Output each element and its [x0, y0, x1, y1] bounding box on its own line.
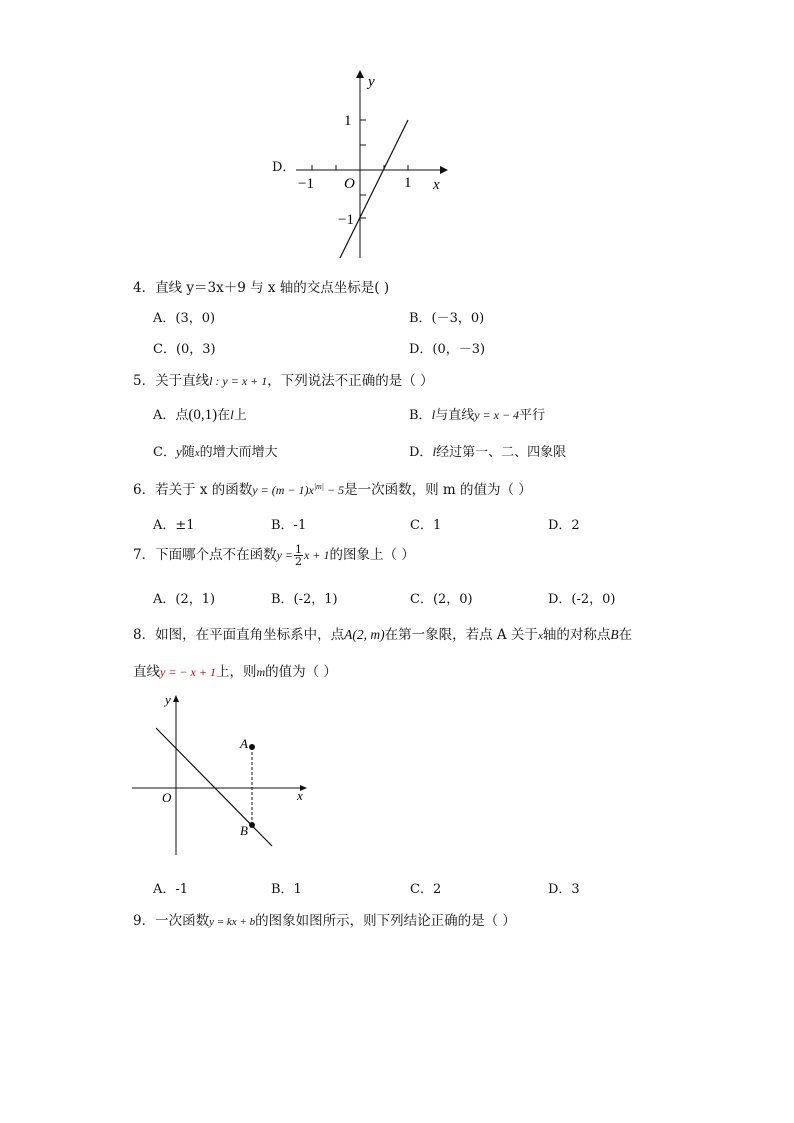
q5-c-post: 的增大而增大: [199, 445, 278, 460]
q7-suffix: 的图象上（ ）: [329, 547, 415, 563]
y-axis-label: y: [368, 74, 375, 90]
q8-line2-post: 的值为（ ）: [265, 664, 337, 680]
q5-line-equation: l : y = x + 1: [209, 374, 268, 388]
q5-b-equation: y = x − 4: [474, 408, 520, 422]
line-graph-d: [290, 66, 450, 266]
q6-fn-a: y = (m − 1)x: [252, 483, 314, 497]
q7-prefix: 7．下面哪个点不在函数: [133, 547, 277, 563]
question-6-option-b: B．-1: [271, 518, 307, 533]
q6-prefix: 6．若关于 x 的函数: [133, 482, 253, 498]
q8-m-var: m: [256, 665, 266, 679]
question-6-stem: [133, 478, 532, 498]
question-7-option-c: C．(2，0): [410, 592, 473, 607]
question-5-option-c: [153, 441, 278, 460]
q8-point-a-dot: [249, 744, 255, 750]
question-7-option-b: B．(-2，1): [271, 592, 338, 607]
origin-label: O: [344, 176, 355, 192]
q7-frac-numerator: 1: [295, 543, 303, 556]
q8-b-label: B: [240, 823, 248, 838]
q8-line2-mid: 上，则: [215, 664, 257, 680]
q5-d-pre: D．: [409, 445, 433, 460]
question-9-stem: [133, 909, 516, 929]
q6-function: [252, 483, 344, 497]
x-tick-label-pos: 1: [404, 175, 412, 191]
q5-a-point: (0,1): [188, 407, 218, 423]
question-6-option-c: C．1: [410, 518, 442, 533]
q5-c-pre: C．: [153, 445, 176, 460]
q8-origin-label: O: [162, 790, 172, 805]
q5-a-post: 上: [233, 408, 247, 423]
x-tick-label-neg: −1: [298, 176, 314, 192]
q8-point-b: B: [610, 627, 619, 642]
question-8-option-a: A．-1: [153, 882, 189, 897]
q8-x-var: x: [537, 630, 543, 642]
question-4-option-a: A．(3，0): [153, 311, 216, 326]
y-tick-label-neg: −1: [338, 212, 354, 228]
question-4-stem: 4．直线 y＝3x＋9 与 x 轴的交点坐标是( ): [133, 280, 390, 296]
q8-point-a: A(2, m): [344, 627, 385, 642]
x-axis-label: x: [433, 177, 440, 193]
question-8-option-b: B．1: [271, 882, 302, 897]
q6-fn-b: − 5: [324, 483, 345, 497]
q5-prefix: 5．关于直线: [133, 373, 210, 389]
q5-b-pre: B．: [409, 408, 432, 423]
q6-fn-exponent: |m|: [313, 482, 324, 491]
q8-line1-pre: 8．如图，在平面直角坐标系中，点: [133, 627, 345, 643]
question-4-option-d: D．(0，－3): [409, 342, 486, 357]
q9-suffix: 的图象如图所示，则下列结论正确的是（ ）: [255, 913, 516, 929]
q8-y-axis-arrow: [173, 695, 179, 702]
option-d-label: D．: [272, 160, 296, 175]
q5-a-l: l: [230, 407, 234, 422]
question-5-option-b: [409, 404, 545, 423]
question-6-option-a: A．±1: [153, 518, 195, 533]
y-tick-label-pos: 1: [344, 113, 352, 129]
question-4-option-b: B．(－3，0): [409, 311, 485, 326]
q9-function: y = kx + b: [209, 916, 256, 928]
q5-b-mid: 与直线: [435, 408, 475, 423]
q5-suffix: ，下列说法不正确的是（ ）: [267, 373, 434, 389]
question-8-stem-line1: [133, 623, 632, 643]
question-8-stem-line2: [133, 660, 337, 680]
q7-frac-denominator: 2: [295, 555, 303, 568]
q8-line1-mid: 在第一象限，若点 A 关于: [384, 627, 538, 643]
q8-point-b-dot: [249, 822, 255, 828]
q5-d-l: l: [432, 444, 437, 459]
q6-suffix: 是一次函数，则 m 的值为（ ）: [344, 482, 532, 498]
q8-line1-post: 在: [618, 627, 633, 643]
question-8-graph: [128, 690, 314, 862]
question-8-option-d: D．3: [548, 882, 580, 897]
q5-c-y: y: [175, 444, 182, 459]
question-7-option-d: D．(-2，0): [548, 592, 616, 607]
question-6-option-d: D．2: [548, 518, 580, 533]
q5-a-pre: A．点: [153, 408, 189, 423]
q8-x-label: x: [297, 788, 303, 803]
x-axis-arrow: [440, 166, 448, 174]
q7-fn-rhs: x + 1: [304, 548, 330, 562]
q5-a-mid: 在: [217, 408, 231, 423]
q5-d-post: 经过第一、二、四象限: [436, 445, 567, 460]
q5-b-post: 平行: [519, 408, 546, 423]
q8-line1-mid2: 轴的对称点: [542, 627, 611, 643]
y-axis-arrow: [356, 70, 364, 78]
q7-fn-lhs: y =: [276, 548, 294, 562]
question-7-option-a: A．(2，1): [153, 592, 216, 607]
question-8-option-c: C．2: [410, 882, 442, 897]
q5-c-x: x: [194, 447, 200, 459]
q8-line2-pre: 直线: [133, 664, 160, 680]
q8-line-equation: y = − x + 1: [160, 665, 216, 679]
q5-b-l: l: [431, 407, 436, 422]
question-7-stem: [133, 543, 415, 567]
q8-a-label: A: [240, 736, 248, 751]
question-5-option-d: [409, 441, 566, 460]
q9-prefix: 9．一次函数: [133, 913, 210, 929]
q5-c-mid: 随: [181, 445, 195, 460]
q8-y-label: y: [165, 692, 171, 707]
question-4-option-c: C．(0，3): [153, 342, 216, 357]
q7-fraction: [294, 544, 303, 567]
question-5-stem: [133, 369, 434, 389]
question-5-option-a: [153, 404, 247, 424]
